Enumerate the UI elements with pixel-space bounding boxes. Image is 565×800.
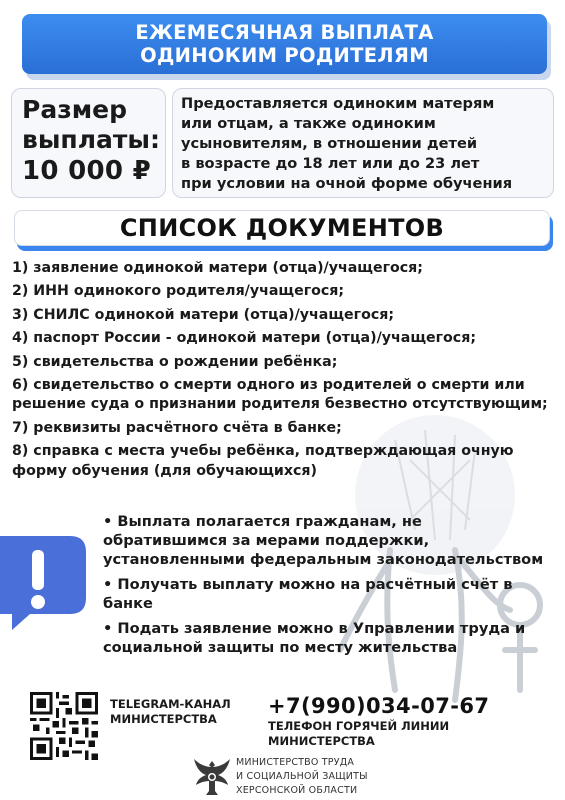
list-item: 4) паспорт России - одинокой матери (отца)/учащегося;	[12, 330, 476, 347]
list-item: 7) реквизиты расчётного счёта в банке;	[12, 419, 342, 436]
ministry-line1: МИНИСТЕРСТВО ТРУДА	[236, 757, 355, 768]
documents-title: СПИСОК ДОКУМЕНТОВ	[14, 210, 550, 246]
hotline-caption: ТЕЛЕФОН ГОРЯЧЕЙ ЛИНИИ МИНИСТЕРСТВА	[268, 719, 450, 748]
note-item	[103, 619, 548, 657]
ministry-name	[236, 756, 368, 798]
notes-section	[103, 512, 548, 663]
qr-code[interactable]	[30, 692, 98, 760]
header-banner	[22, 14, 547, 74]
telegram-label: TELEGRAM-КАНАЛ МИНИСТЕРСТВА	[110, 697, 231, 726]
eligibility-line: или отцам, а также одиноким	[181, 115, 436, 132]
amount-value: 10 000 ₽	[22, 156, 152, 186]
amount-card	[11, 88, 166, 198]
ministry-emblem	[192, 755, 232, 797]
eligibility-line: усыновителям, в отношении детей	[181, 135, 478, 152]
amount-label-line2: выплаты:	[22, 125, 160, 154]
eligibility-line: Предоставляется одиноким матерям	[181, 95, 495, 112]
list-item: 6) свидетельство о смерти одного из родителей о смерти или решение суда о признании родителя безвестно отсутствующим;	[12, 377, 548, 413]
header-title-line2: ОДИНОКИМ РОДИТЕЛЯМ	[140, 44, 429, 67]
amount-label-line1: Размер	[22, 95, 128, 124]
documents-list	[12, 259, 552, 485]
eligibility-line: при условии на очной форме обучения	[181, 175, 513, 192]
note-item: • Получать выплату можно на расчётный счёт в банке	[103, 576, 513, 612]
note-item: • Выплата полагается гражданам, не обратившимся за мерами поддержки, установленными федеральным законодательством	[103, 513, 544, 568]
ministry-line2: И СОЦИАЛЬНОЙ ЗАЩИТЫ	[236, 771, 368, 782]
eligibility-line: в возрасте до 18 лет или до 23 лет	[181, 155, 480, 172]
list-item: 1) заявление одинокой матери (отца)/учащегося;	[12, 260, 423, 276]
eligibility-card	[172, 88, 554, 198]
hotline-phone[interactable]: +7(990)034-07-67	[268, 694, 490, 718]
list-item: 3) СНИЛС одинокой матери (отца)/учащегося;	[12, 306, 395, 323]
note-bold: Управлении труда и социальной защиты по месту жительства	[103, 620, 526, 656]
note-prefix: • Подать заявление можно в	[103, 620, 353, 637]
list-item: 5) свидетельства о рождении ребёнка;	[12, 353, 338, 370]
list-item: 2) ИНН одинокого родителя/учащегося;	[12, 283, 345, 300]
ministry-line3: ХЕРСОНСКОЙ ОБЛАСТИ	[236, 785, 358, 796]
header-title-line1: ЕЖЕМЕСЯЧНАЯ ВЫПЛАТА	[135, 21, 434, 44]
list-item: 8) справка с места учебы ребёнка, подтверждающая очную форму обучения (для обучающихся)	[12, 443, 514, 479]
exclamation-icon	[0, 528, 92, 630]
